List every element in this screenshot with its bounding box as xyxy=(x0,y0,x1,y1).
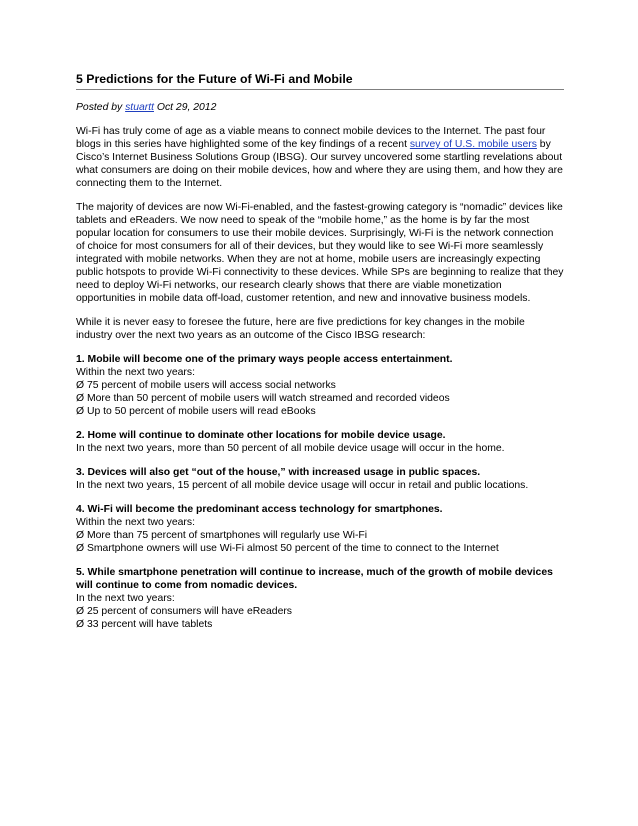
prediction-bullet: Ø More than 50 percent of mobile users will watch streamed and recorded videos xyxy=(76,393,450,404)
survey-link[interactable]: survey of U.S. mobile users xyxy=(409,139,537,150)
prediction-heading: 3. Devices will also get “out of the house,” with increased usage in public spaces. xyxy=(76,467,481,478)
byline xyxy=(76,101,564,114)
author-link[interactable]: stuartt xyxy=(125,102,154,113)
prediction-bullet: Ø 33 percent will have tablets xyxy=(76,619,213,630)
prediction-bullet: Ø 25 percent of consumers will have eReaders xyxy=(76,606,293,617)
prediction-line: Within the next two years: xyxy=(76,517,195,528)
prediction-3 xyxy=(76,466,564,492)
prediction-line: In the next two years, 15 percent of all mobile device usage will occur in retail and public locations. xyxy=(76,480,529,491)
prediction-heading: 4. Wi-Fi will become the predominant access technology for smartphones. xyxy=(76,504,443,515)
intro-text-2: by Cisco’s Internet Business Solutions Group (IBSG). Our survey uncovered some startling revelations about what consumers are doing on their mobile devices, how and where they are using them, and how they are connecting them to the Internet. xyxy=(76,139,563,189)
intro-text-1: Wi-Fi has truly come of age as a viable means to connect mobile devices to the Internet. The past four blogs in this series have highlighted some of the key findings of a recent xyxy=(76,126,546,150)
prediction-line: In the next two years, more than 50 percent of all mobile device usage will occur in the home. xyxy=(76,443,505,454)
prediction-bullet: Ø Up to 50 percent of mobile users will read eBooks xyxy=(76,406,316,417)
prediction-bullet: Ø Smartphone owners will use Wi-Fi almost 50 percent of the time to connect to the Internet xyxy=(76,543,499,554)
prediction-bullet: Ø More than 75 percent of smartphones will regularly use Wi-Fi xyxy=(76,530,368,541)
prediction-1 xyxy=(76,353,564,418)
prediction-4 xyxy=(76,503,564,555)
prediction-line: In the next two years: xyxy=(76,593,175,604)
prediction-heading: 5. While smartphone penetration will continue to increase, much of the growth of mobile devices will continue to come from nomadic devices. xyxy=(76,567,553,591)
article xyxy=(76,71,564,631)
prediction-5 xyxy=(76,566,564,631)
prediction-line: Within the next two years: xyxy=(76,367,195,378)
intro-paragraph xyxy=(76,125,564,190)
page-title: 5 Predictions for the Future of Wi-Fi and Mobile xyxy=(76,71,564,90)
prediction-heading: 2. Home will continue to dominate other locations for mobile device usage. xyxy=(76,430,446,441)
body-paragraph-3: While it is never easy to foresee the future, here are five predictions for key changes in the mobile industry over the next two years as an outcome of the Cisco IBSG research: xyxy=(76,317,525,341)
byline-date: Oct 29, 2012 xyxy=(153,102,217,113)
body-paragraph-2: The majority of devices are now Wi-Fi-enabled, and the fastest-growing category is “nomadic” devices like tablets and eReaders. We now need to speak of the “mobile home,” as the home is by far the most popular location for consumers to use their mobile devices. Surprisingly, Wi-Fi is the network connection of choice for most consumers for all of their devices, but they would like to see Wi-Fi more seamlessly integrated with mobile networks. When they are not at home, mobile users are increasingly expecting public hotspots to provide Wi-Fi connectivity to these devices. While SPs are beginning to realize that they need to deploy Wi-Fi networks, our research clearly shows that there are viable monetization opportunities in mobile data off-load, customer retention, and new and innovative business models. xyxy=(76,202,564,304)
prediction-bullet: Ø 75 percent of mobile users will access social networks xyxy=(76,380,336,391)
prediction-2 xyxy=(76,429,564,455)
prediction-heading: 1. Mobile will become one of the primary ways people access entertainment. xyxy=(76,354,453,365)
byline-prefix: Posted by xyxy=(76,102,126,113)
